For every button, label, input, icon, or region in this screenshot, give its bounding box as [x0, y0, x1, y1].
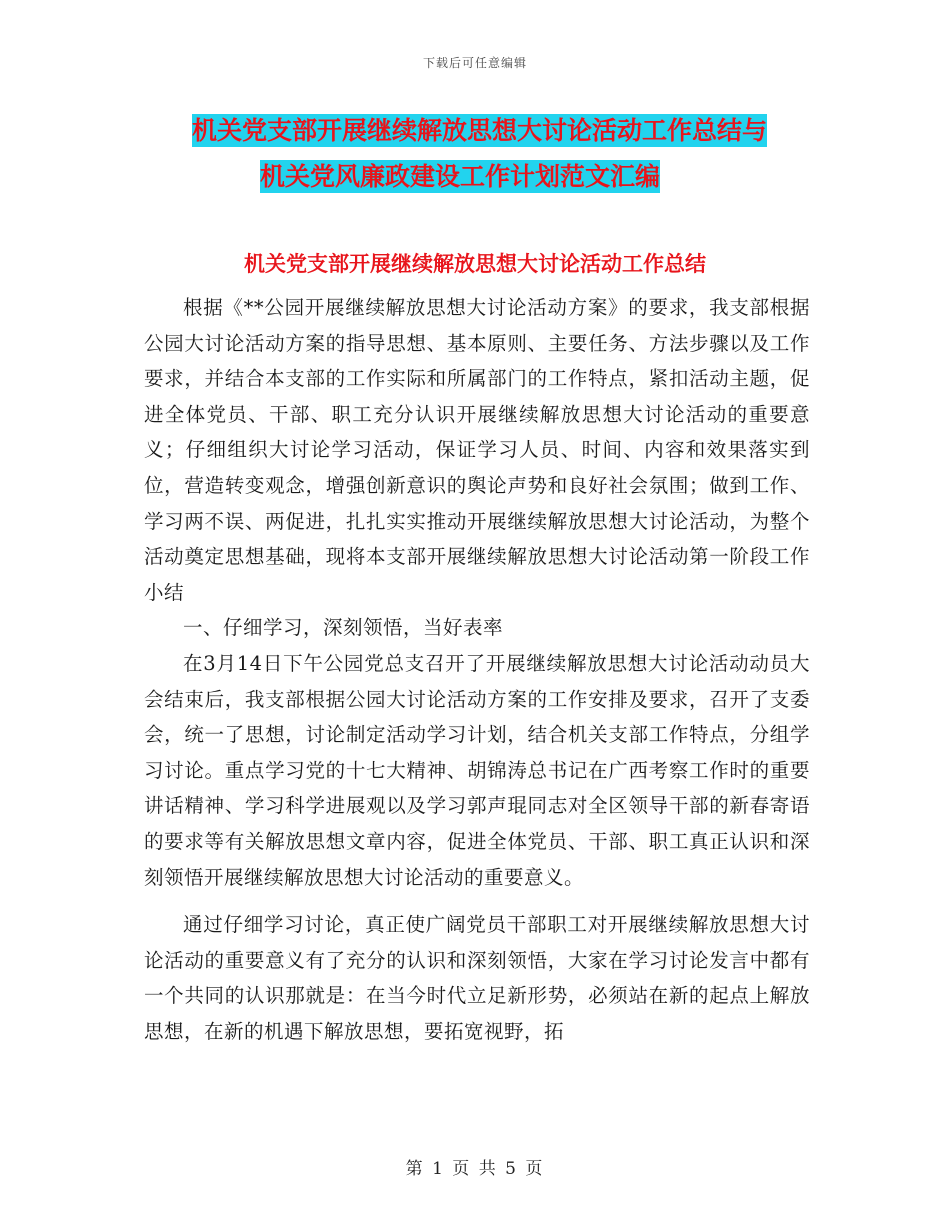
paragraph-discussion: 通过仔细学习讨论，真正使广阔党员干部职工对开展继续解放思想大讨论活动的重要意义有了充分的认识和深刻领悟，大家在学习讨论发言中都有一个共同的认识那就是：在当今时代立足新形势，必须站在新的起点上解放思想，在新的机遇下解放思想，要拓宽视野，拓	[144, 913, 810, 1043]
title-line-1-text: 机关党支部开展继续解放思想大讨论活动工作总结与	[192, 116, 768, 145]
page-header-note: 下载后可任意编辑	[422, 56, 527, 70]
paragraph-intro: 根据《**公园开展继续解放思想大讨论活动方案》的要求，我支部根据公园大讨论活动方案的指导思想、基本原则、主要任务、方法步骤以及工作要求，并结合本支部的工作实际和所属部门的工作特点，紧扣活动主题，促进全体党员、干部、职工充分认识开展继续解放思想大讨论活动的重要意义；仔细组织大讨论学习活动，保证学习人员、时间、内容和效果落实到位，营造转变观念，增强创新意识的舆论声势和良好社会氛围；做到工作、学习两不误、两促进，扎扎实实推动开展继续解放思想大讨论活动，为整个活动奠定思想基础，现将本支部开展继续解放思想大讨论活动第一阶段工作小结	[144, 296, 810, 604]
title-line-2-text: 机关党风廉政建设工作计划范文汇编	[260, 162, 661, 191]
title-line-1	[140, 108, 820, 154]
page-number: 第 1 页 共 5 页	[405, 1159, 545, 1179]
title-line-2	[140, 154, 820, 200]
paragraph-heading-1: 一、仔细学习，深刻领悟，当好表率	[183, 616, 504, 640]
paragraph-study: 在3月14日下午公园党总支召开了开展继续解放思想大讨论活动动员大会结束后，我支部根据公园大讨论活动方案的工作安排及要求，召开了支委会，统一了思想，讨论制定活动学习计划，结合机关支部工作特点，分组学习讨论。重点学习党的十七大精神、胡锦涛总书记在广西考察工作时的重要讲话精神、学习科学进展观以及学习郭声琨同志对全区领导干部的新春寄语的要求等有关解放思想文章内容，促进全体党员、干部、职工真正认识和深刻领悟开展继续解放思想大讨论活动的重要意义。	[144, 651, 810, 889]
section-title: 机关党支部开展继续解放思想大讨论活动工作总结	[244, 252, 706, 276]
document-title	[140, 108, 820, 200]
document-body	[144, 290, 810, 1049]
